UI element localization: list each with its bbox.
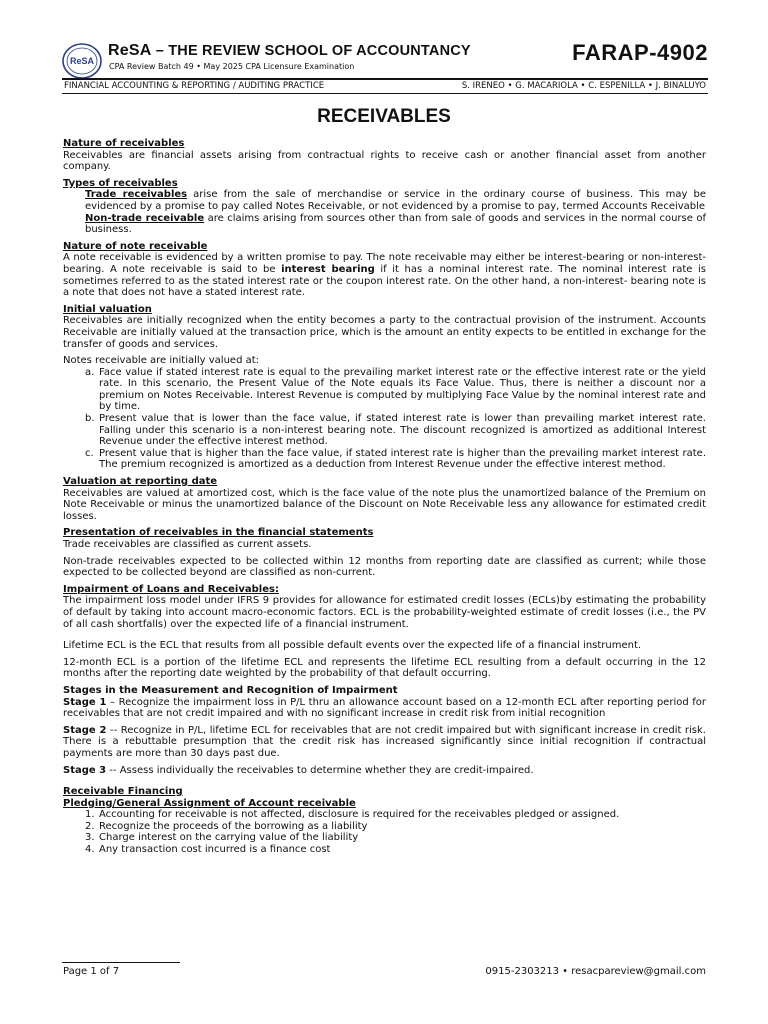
subject-title: FINANCIAL ACCOUNTING & REPORTING / AUDITING PRACTICE [64,81,325,91]
paragraph: Receivables are initially recognized when the entity becomes a party to the contractual provision of the instrument. Accounts Receivable are initially valued at the transaction price, which is the amount an entity expects to be entitled in exchange for the transfer of goods and services. [63,315,706,350]
section-heading: Initial valuation [63,303,152,315]
list-item: b. Present value that is lower than the face value, if stated interest rate is lower than prevailing market interest rate. Falling under this scenario is a non-interest bearing note. The discount recognized is amortized as additional Interest Revenue under the effective interest method. [85,413,706,448]
section-heading: Presentation of receivables in the financial statements [63,527,374,539]
list-item: 2. Recognize the proceeds of the borrowing as a liability [85,820,368,832]
paragraph: Stage 1 – Recognize the impairment loss in P/L thru an allowance account based on a 12-month ECL after reporting period for receivables that are not credit impaired and with no significant increase in credit risk from initial recognition [63,696,706,720]
paragraph: Notes receivable are initially valued at: [63,355,260,367]
list-item: c. Present value that is higher than the face value, if stated interest rate is higher than the prevailing market interest rate. The premium recognized is amortized as a deduction from Interest Revenue under the effective interest method. [85,447,706,471]
batch-line: CPA Review Batch 49 • May 2025 CPA Licensure Examination [109,62,355,71]
section-heading: Receivable Financing [63,786,183,798]
section-heading: Impairment of Loans and Receivables: [63,583,279,595]
list-item: 1. Accounting for receivable is not affected, disclosure is required for the receivables pledged or assigned. [85,809,620,821]
document-body [63,138,706,856]
section-heading: Valuation at reporting date [63,476,218,488]
school-name: ReSA – THE REVIEW SCHOOL OF ACCOUNTANCY [108,42,471,59]
logo-text: ReSA [69,56,95,66]
section-heading: Nature of receivables [63,138,185,149]
paragraph: Stage 3 -- Assess individually the receivables to determine whether they are credit-impaired. [63,764,534,776]
paragraph: Lifetime ECL is the ECL that results from all possible default events over the expected life of a financial instrument. [63,640,642,652]
section-subheading: Pledging/General Assignment of Account receivable [63,797,356,809]
page-number: Page 1 of 7 [63,966,120,977]
paragraph: Receivables are financial assets arising from contractual rights to receive cash or another financial asset from another company. [63,149,706,173]
footer-rule [62,962,180,963]
list-item: 4. Any transaction cost incurred is a finance cost [85,844,331,856]
paragraph: Receivables are valued at amortized cost, which is the face value of the note plus the unamortized balance of the Premium on Note Receivable or minus the unamortized balance of the Discount on Note Receivable less any allowance for estimated credit losses. [63,487,706,522]
header-rule-bottom [62,93,708,94]
paragraph: Non-trade receivables expected to be collected within 12 months from reporting date are classified as current; while those expected to be collected beyond are classified as non-current. [63,555,706,579]
footer-contact: 0915-2303213 • resacpareview@gmail.com [485,966,706,977]
paragraph: Stage 2 -- Recognize in P/L, lifetime ECL for receivables that are not credit impaired but with significant increase in credit risk. There is a rebuttable presumption that the credit risk has increased significantly since initial recognition if contractual payments are more than 30 days past due. [63,724,706,759]
list-item: a. Face value if stated interest rate is equal to the prevailing market interest rate or the effective interest rate or the yield rate. In this scenario, the Present Value of the Note equals its Face Value. Thus, there is neither a discount nor a premium on Notes Receivable. Interest Revenue is computed by multiplying Face Value by the nominal interest rate and by time. [85,366,706,413]
list-item: 3. Charge interest on the carrying value of the liability [85,832,359,844]
page-title: RECEIVABLES [317,106,451,127]
paragraph: Trade receivables are classified as current assets. [63,539,312,550]
section-heading: Stages in the Measurement and Recognition of Impairment [63,684,398,696]
section-heading: Types of receivables [63,177,178,189]
paragraph: The impairment loss model under IFRS 9 provides for allowance for estimated credit losses (ECLs)by estimating the probability of default by taking into account macro-economic factors. ECL is the probability-weighted estimate of credit losses (i.e., the PV of all cash shortfalls) over the expected life of a financial instrument. [63,595,706,630]
authors: S. IRENEO • G. MACARIOLA • C. ESPENILLA • J. BINALUYO [461,81,706,91]
paragraph: Non-trade receivable are claims arising from sources other than from sale of goods and services in the normal course of business. [85,212,706,236]
paragraph: 12-month ECL is a portion of the lifetime ECL and represents the lifetime ECL resulting from a default occurring in the 12 months after the reporting date weighted by the probability of that default occurring. [63,656,706,680]
paragraph: Trade receivables arise from the sale of merchandise or service in the ordinary course of business. This may be evidenced by a promise to pay called Notes Receivable, or not evidenced by a promise to pay, termed Accounts Receivable [85,189,707,212]
section-heading: Nature of note receivable [63,240,208,252]
page-header [62,40,712,80]
pledging-list [63,809,706,855]
document-code: FARAP-4902 [572,40,708,65]
notes-valuation-list [63,367,706,471]
resa-logo-icon [62,43,102,79]
paragraph: A note receivable is evidenced by a written promise to pay. The note receivable may either be interest-bearing or non-interest-bearing. A note receivable is said to be interest bearing if it has a nominal interest rate. The nominal interest rate is sometimes referred to as the stated interest rate or the coupon interest rate. On the other hand, a non-interest- bearing note is a note that does not have a stated interest rate. [63,252,706,299]
header-rule-top [62,78,708,80]
